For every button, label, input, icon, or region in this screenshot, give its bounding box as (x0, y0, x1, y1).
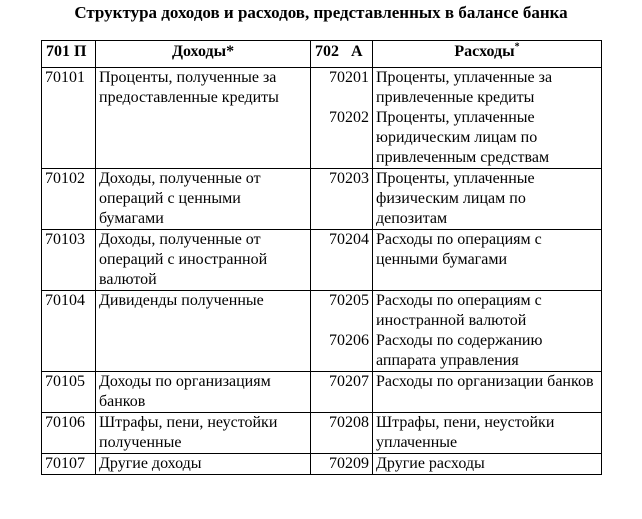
expense-entry-code: 70205 (329, 292, 369, 309)
expense-code-cell (311, 169, 373, 230)
expense-description-cell (373, 291, 602, 372)
expense-code-cell (311, 413, 373, 454)
header-income-code: 701 П (42, 41, 96, 68)
expense-code-cell (311, 230, 373, 291)
table-row (42, 169, 602, 230)
table-body (42, 68, 602, 475)
table-row (42, 454, 602, 475)
expense-entry-code: 70207 (329, 373, 369, 390)
income-code-cell: 70105 (42, 372, 96, 413)
expense-description-cell (373, 413, 602, 454)
expense-description-cell (373, 169, 602, 230)
income-code-cell: 70104 (42, 291, 96, 372)
header-expense-label: Расходы (454, 43, 515, 60)
expense-entry-text: Проценты, уплаченные физическим лицам по депозитам (376, 170, 535, 227)
income-description-cell: Доходы, полученные от операций с ценными бумагами (96, 169, 311, 230)
income-description-cell: Проценты, полученные за предоставленные кредиты (96, 68, 311, 169)
table-row (42, 230, 602, 291)
income-code-cell: 70107 (42, 454, 96, 475)
expense-entry-code: 70204 (329, 231, 369, 248)
expense-entry-code: 70201 (329, 69, 369, 86)
income-description-cell: Доходы, полученные от операций с иностранной валютой (96, 230, 311, 291)
expense-entry-text: Штрафы, пени, неустойки уплаченные (376, 414, 555, 451)
expense-description-cell (373, 372, 602, 413)
expense-description-cell (373, 68, 602, 169)
expense-entry-code: 70202 (329, 109, 369, 126)
income-description-cell: Штрафы, пени, неустойки полученные (96, 413, 311, 454)
expense-code-cell (311, 68, 373, 169)
header-income: Доходы* (96, 41, 311, 68)
expense-entry-text: Проценты, уплаченные юридическим лицам по привлеченным средствам (376, 109, 550, 166)
income-description-cell: Дивиденды полученные (96, 291, 311, 372)
expense-entry-text: Расходы по содержанию аппарата управления (376, 332, 543, 369)
income-code-cell: 70102 (42, 169, 96, 230)
header-expense (373, 41, 602, 68)
table-header-row (42, 41, 602, 68)
income-code-cell: 70101 (42, 68, 96, 169)
expense-entry-code: 70209 (329, 455, 369, 472)
expense-code-cell (311, 454, 373, 475)
expense-code-cell (311, 372, 373, 413)
table-row (42, 291, 602, 372)
income-code-cell: 70106 (42, 413, 96, 454)
income-expense-table (41, 40, 602, 475)
expense-code-cell (311, 291, 373, 372)
expense-entry-code: 70208 (329, 414, 369, 431)
page-title: Структура доходов и расходов, представленных в балансе банка (74, 3, 568, 22)
expense-entry-text: Другие расходы (376, 455, 485, 472)
income-description-cell: Доходы по организациям банков (96, 372, 311, 413)
header-expense-code: 702 А (311, 41, 373, 68)
expense-entry-text: Проценты, уплаченные за привлеченные кредиты (376, 69, 553, 106)
table-row (42, 372, 602, 413)
expense-entry-text: Расходы по операциям с иностранной валютой (376, 292, 542, 329)
expense-description-cell (373, 454, 602, 475)
income-code-cell: 70103 (42, 230, 96, 291)
expense-entry-text: Расходы по операциям с ценными бумагами (376, 231, 542, 268)
header-expense-footnote-mark: * (514, 41, 520, 53)
income-description-cell: Другие доходы (96, 454, 311, 475)
expense-entry-text: Расходы по организации банков (376, 373, 594, 390)
expense-entry-code: 70206 (329, 332, 369, 349)
expense-entry-code: 70203 (329, 170, 369, 187)
table-row (42, 68, 602, 169)
expense-description-cell (373, 230, 602, 291)
table-row (42, 413, 602, 454)
